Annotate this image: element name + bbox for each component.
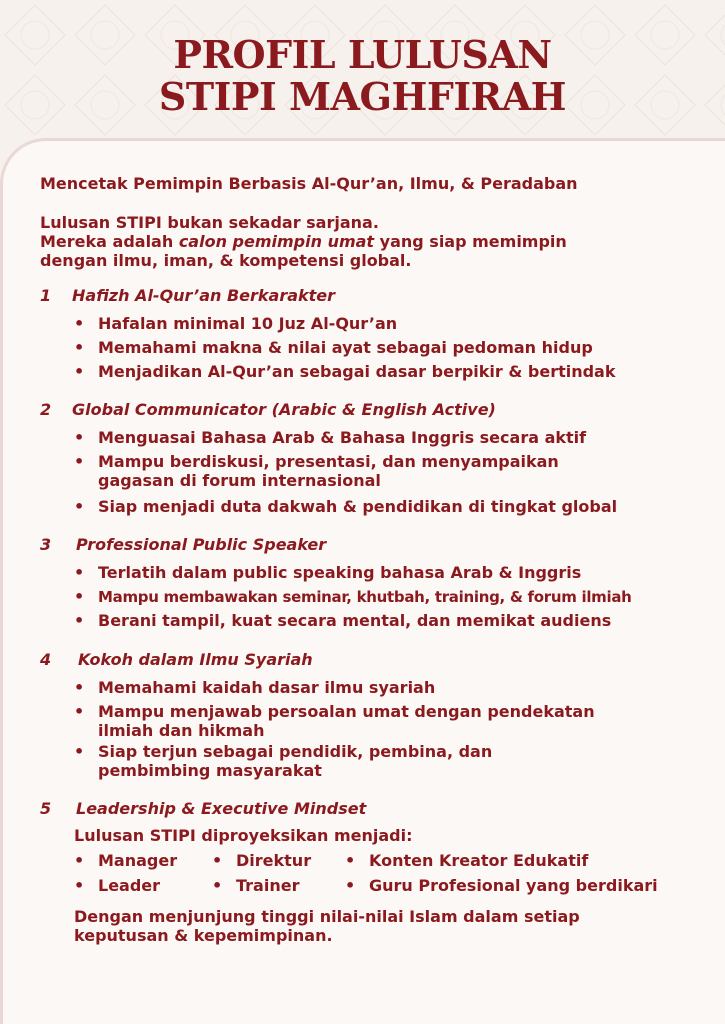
- section-3-number: 3: [40, 535, 52, 554]
- subtitle: Mencetak Pemimpin Berbasis Al-Qur’an, Ilmu, & Peradaban: [40, 174, 578, 193]
- bullet-icon: •: [74, 497, 85, 516]
- section-5-title: Leadership & Executive Mindset: [76, 799, 367, 818]
- list-item-text: Memahami makna & nilai ayat sebagai pedoman hidup: [98, 338, 593, 357]
- section-2-number: 2: [40, 400, 52, 419]
- role-text: Leader: [98, 876, 161, 895]
- section-3-title: Professional Public Speaker: [76, 535, 327, 554]
- closing-line-2: keputusan & kepemimpinan.: [74, 926, 333, 945]
- role-text: Direktur: [236, 851, 312, 870]
- bullet-icon: •: [74, 611, 85, 630]
- section-5-lead: Lulusan STIPI diproyeksikan menjadi:: [74, 826, 413, 845]
- intro-line-3: dengan ilmu, iman, & kompetensi global.: [40, 251, 412, 270]
- bullet-icon: •: [345, 851, 356, 870]
- list-item-text: pembimbing masyarakat: [98, 761, 322, 780]
- bullet-icon: •: [212, 851, 223, 870]
- list-item-text: Memahami kaidah dasar ilmu syariah: [98, 678, 436, 697]
- list-item-text: Siap menjadi duta dakwah & pendidikan di tingkat global: [98, 497, 618, 516]
- intro-emphasis: calon pemimpin umat: [178, 232, 375, 251]
- intro-line-2a: Mereka adalah: [40, 232, 179, 251]
- list-item-text: Menguasai Bahasa Arab & Bahasa Inggris secara aktif: [98, 428, 587, 447]
- page-title: [0, 34, 725, 118]
- section-4-title: Kokoh dalam Ilmu Syariah: [78, 650, 313, 669]
- title-line-2: STIPI MAGHFIRAH: [158, 74, 567, 119]
- bullet-icon: •: [74, 362, 85, 381]
- list-item-text: Hafalan minimal 10 Juz Al-Qur’an: [98, 314, 398, 333]
- section-2-title: Global Communicator (Arabic & English Active): [72, 400, 496, 419]
- list-item-text: Mampu berdiskusi, presentasi, dan menyampaikan: [98, 452, 559, 471]
- bullet-icon: •: [74, 851, 85, 870]
- bullet-icon: •: [74, 452, 85, 471]
- bullet-icon: •: [74, 876, 85, 895]
- list-item-text: Berani tampil, kuat secara mental, dan memikat audiens: [98, 611, 612, 630]
- intro-line-1: Lulusan STIPI bukan sekadar sarjana.: [40, 213, 379, 232]
- bullet-icon: •: [74, 702, 85, 721]
- bullet-icon: •: [74, 338, 85, 357]
- role-text: Manager: [98, 851, 178, 870]
- list-item-text: gagasan di forum internasional: [98, 471, 381, 490]
- section-4-number: 4: [40, 650, 52, 669]
- section-1-number: 1: [40, 286, 52, 305]
- closing-line-1: Dengan menjunjung tinggi nilai-nilai Islam dalam setiap: [74, 907, 580, 926]
- list-item-text: Mampu membawakan seminar, khutbah, training, & forum ilmiah: [98, 588, 632, 606]
- bullet-icon: •: [74, 314, 85, 333]
- role-text: Trainer: [236, 876, 300, 895]
- bullet-icon: •: [212, 876, 223, 895]
- intro-line-2: [40, 232, 567, 252]
- bullet-icon: •: [74, 678, 85, 697]
- list-item-text: ilmiah dan hikmah: [98, 721, 265, 740]
- role-text: Guru Profesional yang berdikari: [369, 876, 658, 895]
- bullet-icon: •: [74, 742, 85, 761]
- bullet-icon: •: [74, 563, 85, 582]
- bullet-icon: •: [74, 587, 85, 606]
- section-1-title: Hafizh Al-Qur’an Berkarakter: [72, 286, 336, 305]
- list-item-text: Mampu menjawab persoalan umat dengan pendekatan: [98, 702, 595, 721]
- list-item-text: Siap terjun sebagai pendidik, pembina, dan: [98, 742, 493, 761]
- bullet-icon: •: [74, 428, 85, 447]
- list-item-text: Menjadikan Al-Qur’an sebagai dasar berpikir & bertindak: [98, 362, 616, 381]
- role-text: Konten Kreator Edukatif: [369, 851, 589, 870]
- title-line-1: PROFIL LULUSAN: [173, 32, 552, 77]
- bullet-icon: •: [345, 876, 356, 895]
- section-5-number: 5: [40, 799, 52, 818]
- list-item-text: Terlatih dalam public speaking bahasa Arab & Inggris: [98, 563, 582, 582]
- intro-line-2b: yang siap memimpin: [374, 232, 567, 251]
